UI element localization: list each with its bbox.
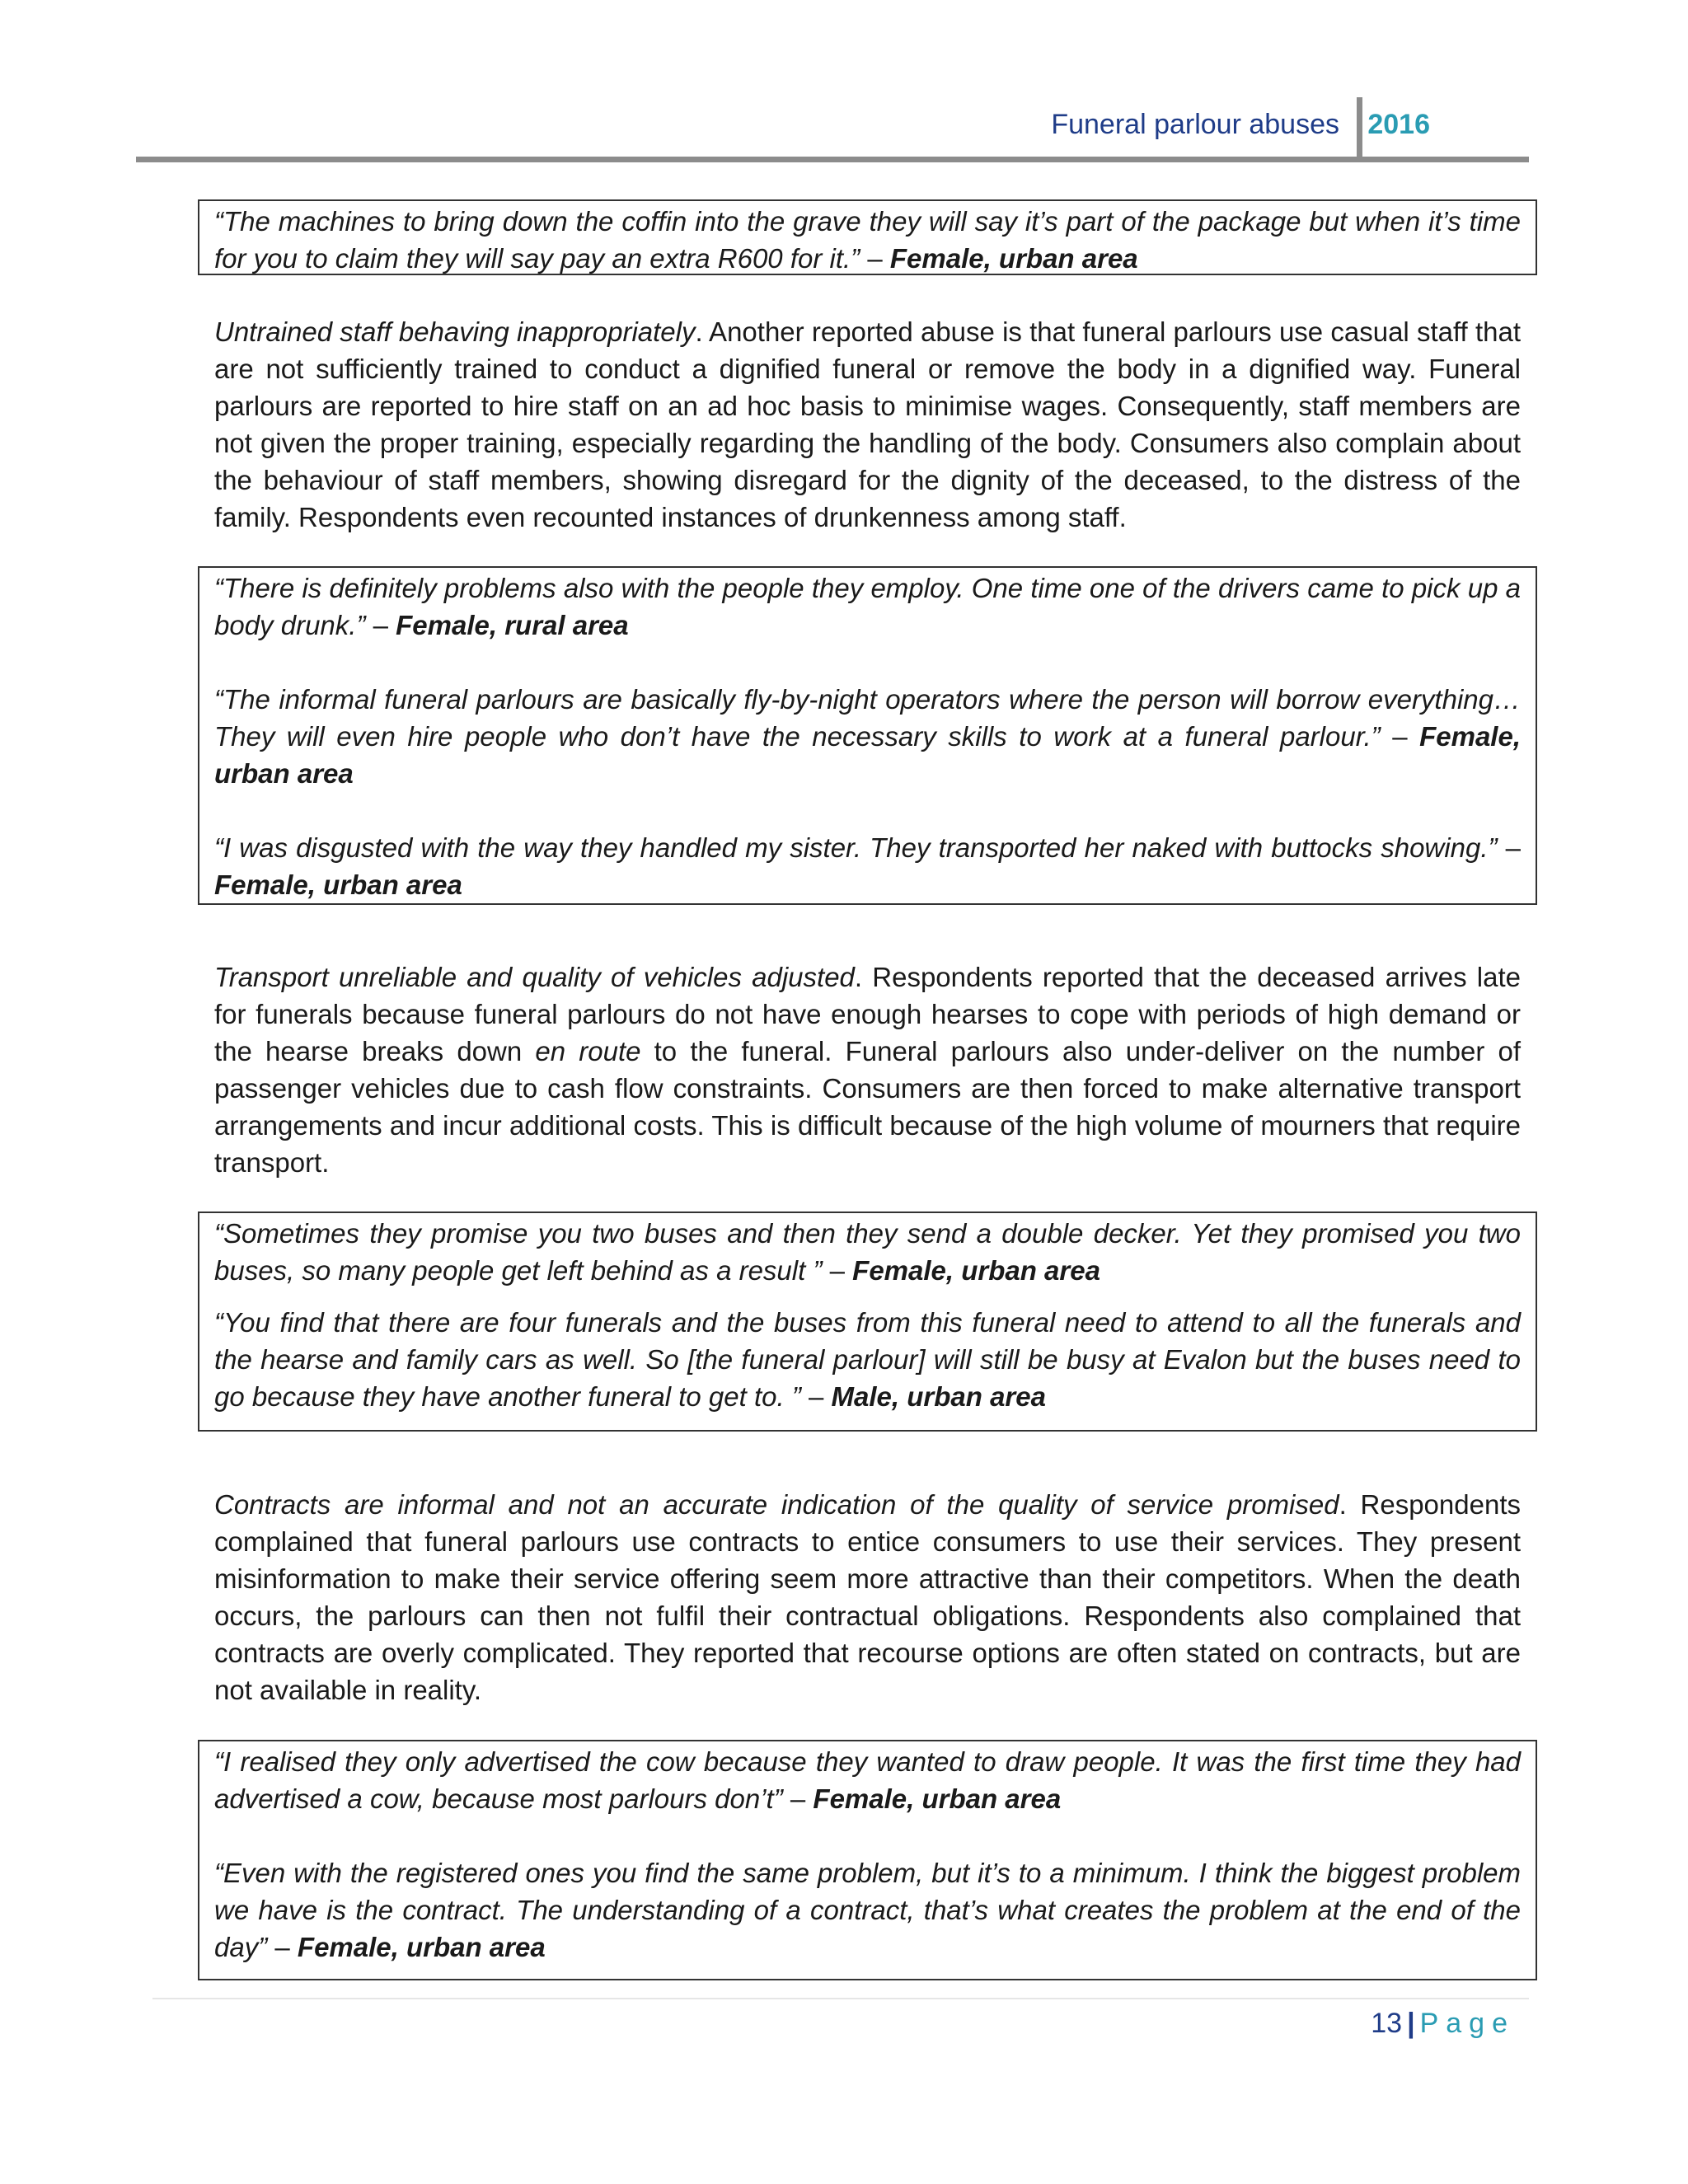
quote [214,1215,1521,1289]
paragraph-transport [198,958,1537,1181]
header-divider [1357,97,1362,157]
quote-text: “I realised they only advertised the cow because they wanted to draw people. It was the first time they had advertised a cow, because most parlours don’t” [214,1746,1521,1814]
quote-attribution: Female, urban area [214,869,462,900]
quote-dash: – [373,610,396,640]
page-header [136,97,1529,163]
quote-attribution: Male, urban area [831,1381,1046,1412]
paragraph-lead: Transport unreliable and quality of vehicles adjusted [214,962,855,992]
paragraph-untrained-staff [198,313,1537,536]
quote-dash: – [790,1783,814,1814]
quote-dash: – [1505,832,1521,863]
quote-dash: – [1392,721,1420,752]
quote-text: “I was disgusted with the way they handled my sister. They transported her naked with buttocks showing.” [214,832,1498,863]
quote-attribution: Female, urban area [297,1932,546,1962]
quote [214,569,1521,644]
paragraph-body: to the funeral. Funeral parlours also under-deliver on the number of passenger vehicles due to cash flow constraints. Consumers are then forced to make alternative transport arrangements and incur additional costs. This is difficult because of the high volume of mourners that require transport. [214,1036,1521,1178]
quote-box [198,1740,1537,1980]
quote-text: “Sometimes they promise you two buses and then they send a double decker. Yet they promised you two buses, so many people get left behind as a result ” [214,1218,1521,1286]
paragraph-emphasis: en route [535,1036,641,1066]
body-paragraph [198,958,1537,1181]
quote [214,1854,1521,1966]
page-number: 13 [1371,2008,1403,2039]
header-year: 2016 [1367,109,1430,140]
body-paragraph [198,1486,1537,1708]
quote [214,681,1521,792]
quote-box-contracts [198,1740,1537,1980]
quote-box-machines [198,199,1537,275]
quote-box-staff [198,566,1537,905]
quote-text: “You find that there are four funerals and the buses from this funeral need to attend to all the funerals and the hearse and family cars as well. So [the funeral parlour] will still be busy at Evalon but the buses need to go because they have another funeral to get to. ” [214,1307,1521,1412]
quote-attribution: Female, rural area [396,610,629,640]
quote-text: “The machines to bring down the coffin into the grave they will say it’s part of the package but when it’s time for you to claim they will say pay an extra R600 for it.” [214,206,1521,274]
quote-dash: – [867,243,890,274]
quote-text: “There is definitely problems also with the people they employ. One time one of the drivers came to pick up a body drunk.” [214,573,1521,640]
footer-rule [152,1998,1529,1999]
body-paragraph [198,313,1537,536]
quote [214,1304,1521,1415]
header-title: Funeral parlour abuses [1051,109,1339,140]
quote-text: “Even with the registered ones you find the same problem, but it’s to a minimum. I think the biggest problem we have is the contract. The understanding of a contract, that’s what creates the problem at the end of the day” [214,1858,1521,1962]
page-separator: | [1407,2008,1415,2039]
paragraph-contracts [198,1486,1537,1708]
page-label: Page [1419,2008,1515,2039]
header-rule [136,157,1529,162]
paragraph-lead: Contracts are informal and not an accurate indication of the quality of service promised [214,1489,1339,1520]
paragraph-body: . Respondents reported that the deceased arrives late for funerals because funeral parlours do not have enough hearses to cope with periods of high demand or the hearse breaks down [214,962,1521,1066]
quote-attribution: Female, urban area [813,1783,1062,1814]
quote-text: “The informal funeral parlours are basically fly-by-night operators where the person will borrow everything… They will even hire people who don’t have the necessary skills to work at a funeral parlour.” [214,684,1521,752]
quote [214,829,1521,903]
quote-box-buses [198,1212,1537,1432]
quote-dash: – [829,1255,853,1286]
quote-dash: – [274,1932,298,1962]
page-footer [1371,2008,1515,2040]
quote-box [198,199,1537,275]
paragraph-body: . Another reported abuse is that funeral parlours use casual staff that are not sufficiently trained to conduct a dignified funeral or remove the body in a dignified way. Funeral parlours are reported to hire staff on an ad hoc basis to minimise wages. Consequently, staff members are not given the proper training, especially regarding the handling of the body. Consumers also complain about the behaviour of staff members, showing disregard for the dignity of the deceased, to the distress of the family. Respondents even recounted instances of drunkenness among staff. [214,316,1521,532]
quote-box [198,566,1537,905]
quote-attribution: Female, urban area [214,721,1521,789]
quote [214,1743,1521,1817]
paragraph-body: . Respondents complained that funeral parlours use contracts to entice consumers to use their services. They present misinformation to make their service offering seem more attractive than their competitors. When the death occurs, the parlours can then not fulfil their contractual obligations. Respondents also complained that contracts are overly complicated. They reported that recourse options are often stated on contracts, but are not available in reality. [214,1489,1521,1705]
quote-attribution: Female, urban area [852,1255,1100,1286]
quote-box [198,1212,1537,1432]
quote-dash: – [809,1381,832,1412]
quote [214,203,1521,277]
quote-attribution: Female, urban area [889,243,1138,274]
paragraph-lead: Untrained staff behaving inappropriately [214,316,696,347]
